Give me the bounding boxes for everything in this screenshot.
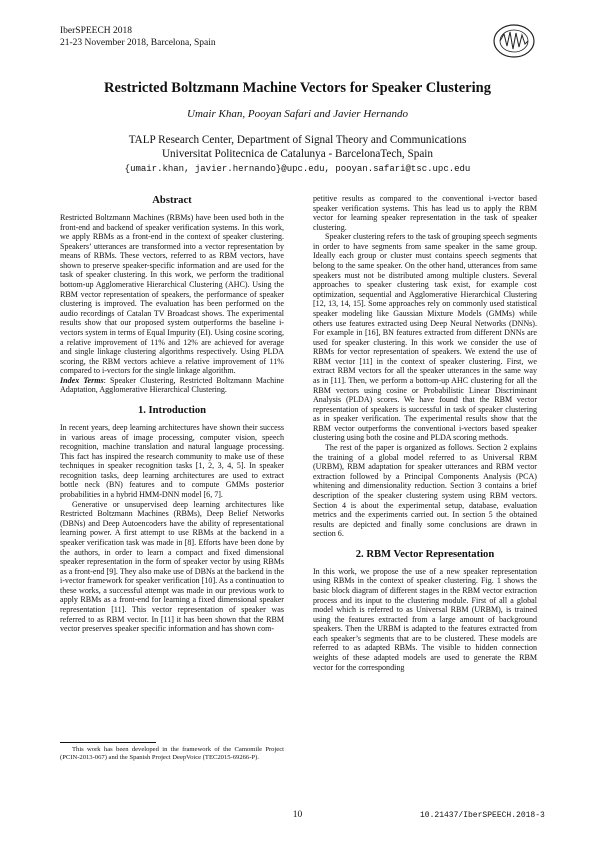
affiliation-line-1: TALP Research Center, Department of Signal Theory and Communications [128,134,467,146]
right-column [313,194,537,672]
doi: 10.21437/IberSPEECH.2018-3 [420,811,545,820]
abstract-heading: Abstract [152,195,192,206]
abstract-text: Restricted Boltzmann Machines (RBMs) have been used both in the front-end and backend of speaker verification systems. In this work, we apply RBMs as a front-end in the context of speaker clustering. Speakers’ utterances are transformed into a vector representation by means of RBMs. These vectors, referred to as RBM vectors, have shown to preserve speaker-specific information and are used for the task of speaker clustering. In this work, we perform the traditional bottom-up Agglomerative Hierarchical Clustering (AHC). Using the RBM vector representation of speakers, the performance of speaker clustering is improved. The evaluation has been performed on the audio recordings of Catalan TV Broadcast shows. The experimental results show that our proposed system outperforms the baseline i-vectors system in terms of Equal Impurity (EI). Using cosine scoring, a relative improvement of 11% and 12% are achieved for average and single linkage clustering algorithms respectively. Using PLDA scoring, the RBM vectors achieve a relative improvement of 11% compared to i-vectors for the single linkage algorithm. [60,213,284,376]
paper-title: Restricted Boltzmann Machine Vectors for Speaker Clustering [104,80,491,96]
intro-paragraph-2: Generative or unsupervised deep learning architectures like Restricted Boltzmann Machines (RBMs), Deep Belief Networks (DBNs) and Deep Autoencoders have the ability of representational learning power. A first attempt to use RBMs at the backend in a speaker verification task was made in [8]. Efforts have been done by the authors, in order to learn a compact and fixed dimensional speaker representation in the form of speaker vector by using RBMs as a front-end [9]. They also make use of DBNs at the backend in the i-vector framework for speaker verification [10]. As a continuation to these works, a successful attempt was made in our previous work to apply RBMs as a front-end for learning a fixed dimensional speaker representation [11]. This vector representation of speaker was referred to as RBM vector. In [11] it has been shown that the RBM vector preserves speaker specific information and has shown com- [60,499,284,634]
footnote: This work has been developed in the framework of the Camomile Project (PCIN-2013-067) and the Spanish Project DeepVoice (TEC2015-69266-P). [60,746,284,762]
iberspeech-logo-icon [492,22,536,60]
page-number: 10 [292,810,303,820]
affiliation [0,134,595,161]
footnote-rule [60,742,156,743]
intro-paragraph-1: In recent years, deep learning architectures have shown their success in various areas of image processing, computer vision, speech recognition, machine translation and natural language processing. This fact has inspired the research community to make use of these techniques in speaker recognition tasks [1, 2, 3, 4, 5]. In speaker recognition tasks, deep learning architectures are used to extract bottle neck (BN) features and to compute GMMs posterior probabilities in a hybrid HMM-DNN model [6, 7]. [60,422,284,500]
section-2-paragraph-1: In this work, we propose the use of a new speaker representation using RBMs in the context of speaker clustering. Fig. 1 shows the basic block diagram of different stages in the RBM vector extraction process and its input to the clustering module. First of all a global model which is referred to as Universal RBM (URBM), is trained using the features extracted from a large amount of background speakers. Then the URBM is adapted to the features extracted from each speaker’s segments that are to be clustered. These models are referred to as adapted RBMs. The visible to hidden connection weights of these adapted models are used to generate the RBM vector for the corresponding [313,566,537,672]
affiliation-line-2: Universitat Politecnica de Catalunya - BarcelonaTech, Spain [161,147,434,160]
conference-dates: 21-23 November 2018, Barcelona, Spain [60,37,216,48]
section-2-heading: 2. RBM Vector Representation [355,548,495,560]
conference-name: IberSPEECH 2018 [60,26,133,36]
author-emails: {umair.khan, javier.hernando}@upc.edu, pooyan.safari@tsc.upc.edu [124,164,471,174]
intro-paragraph-5: The rest of the paper is organized as follows. Section 2 explains the training of a global model referred to as Universal RBM (URBM), RBM adaptation for speaker utterances and RBM vector extraction followed by a Principal Components Analysis (PCA) whitening and dimensionality reduction. Section 3 contains a brief description of the speaker clustering system using RBM vectors. Section 4 is about the experimental setup, database, evaluation metrics and the experiments carried out. In section 5 the obtained results are depicted and finally some conclusions are drawn in section 6. [313,443,537,539]
index-terms [60,376,284,395]
paper-authors: Umair Khan, Pooyan Safari and Javier Hernando [187,108,408,120]
intro-paragraph-4: Speaker clustering refers to the task of grouping speech segments in order to have segments from same speaker in the same group. Ideally each group or cluster must contains speech segments that belong to the same speaker. On the other hand, utterances from same speakers must not be distributed among multiple clusters. Several approaches to speaker clustering task exist, for example cost optimization, sequential and Agglomerative Hierarchical Clustering [12, 13, 14, 15]. Some approaches rely on commonly used statistical speaker modeling like Gaussian Mixture Models (GMMs) while others use features extracted using Deep Neural Networks (DNNs). For example in [16], BN features extracted from different DNNs are used for speaker clustering. In this work we consider the use of RBMs for vector representation of speakers. We extend the use of RBM vector [11] in the context of speaker clustering. First, we extract RBM vectors for all the speaker utterances in the same way as in [11]. Then, we perform a bottom-up AHC clustering for all the RBM vectors using cosine or Probabilistic Linear Discriminant Analysis (PLDA) scores. We have found that the RBM vector representation of speakers is successful in task of speaker clustering as in speaker verification. The experimental results show that the RBM vector outperforms the conventional i-vectors based speaker clustering using both the cosine and PLDA scoring methods. [313,232,537,443]
intro-paragraph-3: petitive results as compared to the conventional i-vector based speaker verification systems. This has lead us to apply the RBM vector for learning speaker representation in the task of speaker clustering. [313,194,537,232]
index-terms-label: Index Terms [60,375,104,385]
left-column [60,194,284,634]
index-terms-text: : Speaker Clustering, Restricted Boltzmann Machine Adaptation, Agglomerative Hierarchical Clustering. [60,375,284,395]
conference-header [60,26,216,49]
introduction-heading: 1. Introduction [137,404,207,416]
